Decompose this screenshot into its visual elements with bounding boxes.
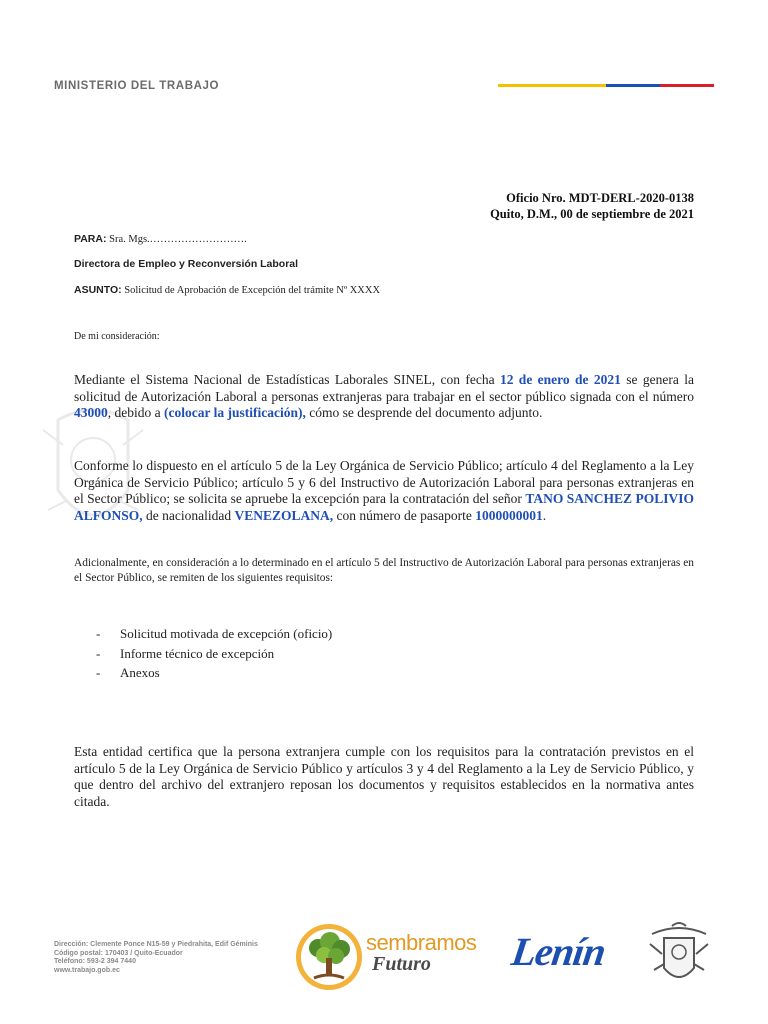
ecuador-coat-of-arms-icon xyxy=(646,920,712,994)
list-item xyxy=(96,644,332,664)
greeting: De mi consideración: xyxy=(74,331,160,342)
slogan-sembramos: sembramos xyxy=(366,930,477,955)
oficio-number: Oficio Nro. MDT-DERL-2020-0138 xyxy=(506,191,694,205)
paragraph-2 xyxy=(74,458,694,524)
list-marker: - xyxy=(96,626,101,641)
p1-text-4: cómo se desprende del documento adjunto. xyxy=(305,405,543,420)
para-line xyxy=(74,233,247,245)
paragraph-4: Esta entidad certifica que la persona extranjera cumple con los requisitos para la contratación previstos en el artículo 5 de la Ley Orgánica de Servicio Público y artículos 3 y 4 del Reglamento a la Ley de Servicio Público, y que dentro del archivo del extranjero reposan los documentos y requisitos establecidos en la normativa antes citada. xyxy=(74,744,694,809)
flag-yellow xyxy=(498,84,606,87)
flag-stripe xyxy=(498,84,714,87)
p2-text-1: Conforme lo dispuesto en el artículo 5 de la Ley Orgánica de Servicio Público; artículo 4 del Reglamento a la Ley Orgánica de Servicio Público; artículo 5 y 6 del Instructivo de Autorización Laboral para personas extranjeras en el Sector Público; se solicita se apruebe la excepción para la contratación del señor xyxy=(74,458,694,506)
footer-telefono: Teléfono: 593-2 394 7440 xyxy=(54,958,136,965)
footer-address xyxy=(54,941,258,975)
requirements-list xyxy=(96,624,332,683)
p2-nationality: VENEZOLANA, xyxy=(234,507,334,523)
p2-passport: 1000000001 xyxy=(475,507,543,523)
footer-direccion: Dirección: Clemente Ponce N15-59 y Piedrahita, Edif Géminis xyxy=(54,941,258,948)
requirement-text: Anexos xyxy=(120,665,160,680)
oficio-date: Quito, D.M., 00 de septiembre de 2021 xyxy=(490,207,694,221)
addressee-position: Directora de Empleo y Reconversión Laboral xyxy=(74,258,299,270)
list-marker: - xyxy=(96,665,101,680)
requirement-text: Informe técnico de excepción xyxy=(120,645,275,661)
p1-number: 43000 xyxy=(74,405,108,420)
flag-blue xyxy=(606,84,660,87)
asunto-line xyxy=(74,284,380,296)
p1-text-2: se genera la solicitud de Autorización Laboral a personas extranjeras para trabajar en el sector público signada con el número xyxy=(74,372,694,404)
p1-justification: (colocar la justificación), xyxy=(164,405,306,420)
p2-text-2: de nacionalidad xyxy=(142,507,235,523)
asunto-value: Solicitud de Aprobación de Excepción del trámite Nº XXXX xyxy=(121,285,381,296)
flag-red xyxy=(660,84,714,87)
footer-web: www.trabajo.gob.ec xyxy=(54,966,120,974)
oficio-block xyxy=(490,190,694,222)
p1-date: 12 de enero de 2021 xyxy=(499,372,621,387)
list-item xyxy=(96,663,332,683)
list-item xyxy=(96,624,332,644)
asunto-label: ASUNTO: xyxy=(74,284,122,296)
p1-text-1: Mediante el Sistema Nacional de Estadísticas Laborales SINEL, con fecha xyxy=(74,372,500,387)
list-marker: - xyxy=(96,645,101,661)
paragraph-1 xyxy=(74,372,694,422)
p2-name: TANO SANCHEZ POLIVIO ALFONSO, xyxy=(74,491,694,523)
p1-text-3: , debido a xyxy=(107,405,164,420)
footer-codigo: Código postal: 170403 / Quito-Ecuador xyxy=(54,949,183,957)
p2-text-3: con número de pasaporte xyxy=(333,507,476,523)
tree-logo-icon xyxy=(294,922,364,992)
ministry-header: MINISTERIO DEL TRABAJO xyxy=(54,80,220,92)
para-value: Sra. Mgs.………………………. xyxy=(106,234,247,245)
paragraph-3: Adicionalmente, en consideración a lo determinado en el artículo 5 del Instructivo de Autorización Laboral para personas extranjeras en el Sector Público, se remiten de los siguientes requisitos: xyxy=(74,557,694,584)
requirement-text: Solicitud motivada de excepción (oficio) xyxy=(120,626,333,641)
slogan-futuro: Futuro xyxy=(372,953,431,975)
p2-text-4: . xyxy=(542,507,547,523)
lenin-logo: Lenín xyxy=(508,929,608,974)
para-label: PARA: xyxy=(74,233,107,245)
